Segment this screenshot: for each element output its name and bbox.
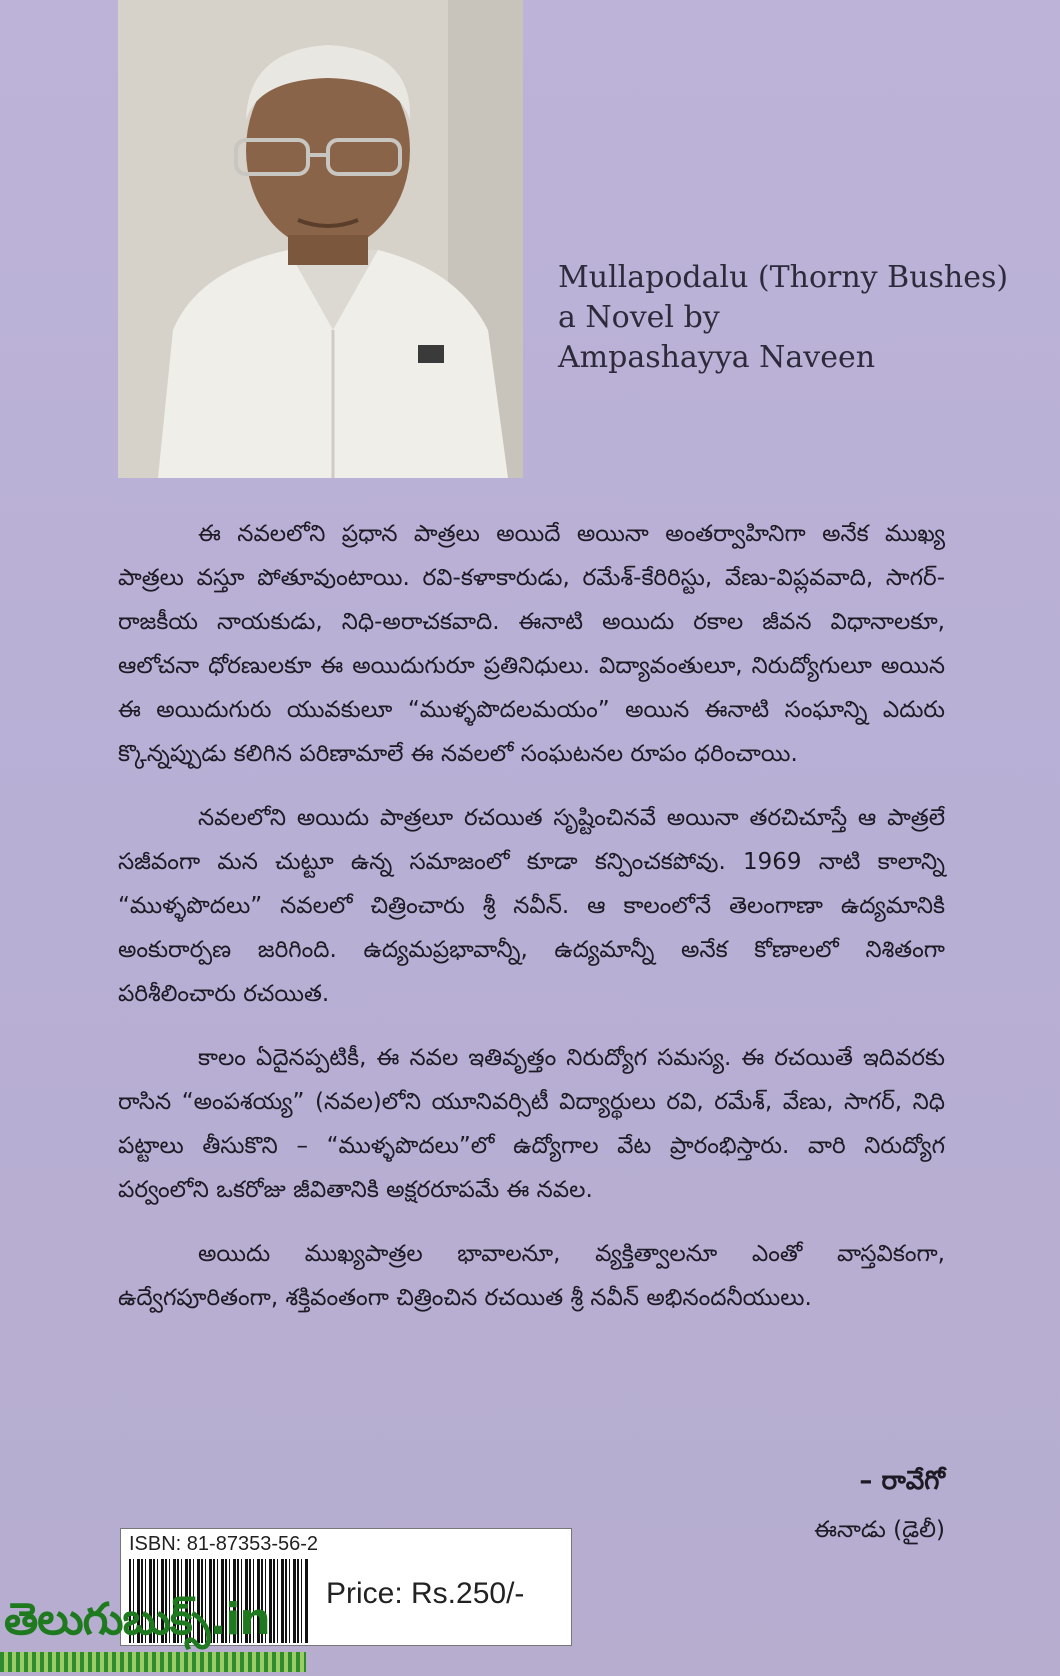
review-signature: – రావేగో bbox=[859, 1466, 945, 1496]
review-source: ఈనాడు (డైలీ) bbox=[814, 1517, 945, 1543]
book-title: Mullapodalu (Thorny Bushes) bbox=[558, 260, 1009, 295]
blurb-paragraph-4: అయిదు ముఖ్యపాత్రల భావాలనూ, వ్యక్తిత్వాలనూ ఎంతో వాస్తవికంగా, ఉద్వేగపూరితంగా, శక్తివంతంగా చిత్రించిన రచయిత శ్రీ నవీన్ అభినందనీయులు. bbox=[118, 1241, 945, 1311]
blurb-paragraph-3: కాలం ఏదైనప్పటికీ, ఈ నవల ఇతివృత్తం నిరుద్యోగ సమస్య. ఈ రచయితే ఇదివరకు రాసిన “అంపశయ్య” (నవల)లోని యూనివర్సిటీ విద్యార్థులు రవి, రమేశ్, వేణు, సాగర్, నిధి పట్టాలు తీసుకొని – “ముళ్ళపొదలు”లో ఉద్యోగాల వేట ప్రారంభిస్తారు. వారి నిరుద్యోగ పర్వంలోని ఒకరోజు జీవితానికి అక్షరరూపమే ఈ నవల. bbox=[118, 1045, 945, 1203]
isbn-label: ISBN: 81-87353-56-2 bbox=[129, 1533, 319, 1555]
blurb-paragraph-2: నవలలోని అయిదు పాత్రలూ రచయిత సృష్టించినవే అయినా తరచిచూస్తే ఆ పాత్రలే సజీవంగా మన చుట్టూ ఉన్న సమాజంలో కూడా కన్పించకపోవు. 1969 నాటి కాలాన్ని “ముళ్ళపొదలు” నవలలో చిత్రించారు శ్రీ నవీన్. ఆ కాలంలోనే తెలంగాణా ఉద్యమానికి అంకురార్పణ జరిగింది. ఉద్యమప్రభావాన్నీ, ఉద్యమాన్నీ అనేక కోణాలలో నిశితంగా పరిశీలించారు రచయిత. bbox=[118, 805, 945, 1007]
price-label: Price: Rs.250/- bbox=[326, 1577, 525, 1610]
book-title-block bbox=[558, 258, 1038, 378]
blurb-text bbox=[118, 512, 945, 1340]
author-name: Ampashayya Naveen bbox=[558, 340, 876, 375]
author-portrait-image bbox=[118, 0, 523, 478]
blurb-paragraph-1: ఈ నవలలోని ప్రధాన పాత్రలు అయిదే అయినా అంతర్వాహినిగా అనేక ముఖ్య పాత్రలు వస్తూ పోతూవుంటాయి. రవి-కళాకారుడు, రమేశ్-కేరిరిస్టు, వేణు-విప్లవవాది, సాగర్-రాజకీయ నాయకుడు, నిధి-అరాచకవాది. ఈనాటి అయిదు రకాల జీవన విధానాలకూ, ఆలోచనా ధోరణులకూ ఈ అయిదుగురూ ప్రతినిధులు. విద్యావంతులూ, నిరుద్యోగులూ అయిన ఈ అయిదుగురు యువకులూ “ముళ్ళపొదలమయం” అయిన ఈనాటి సంఘాన్ని ఎదురు క్కొన్నప్పుడు కలిగిన పరిణామాలే ఈ నవలలో సంఘటనల రూపం ధరించాయి. bbox=[118, 521, 945, 767]
novel-by-label: a Novel by bbox=[558, 300, 720, 335]
author-photo bbox=[118, 0, 523, 478]
watermark-decoration bbox=[0, 1652, 306, 1672]
site-watermark: తెలుగుబుక్స్.in bbox=[4, 1594, 270, 1645]
